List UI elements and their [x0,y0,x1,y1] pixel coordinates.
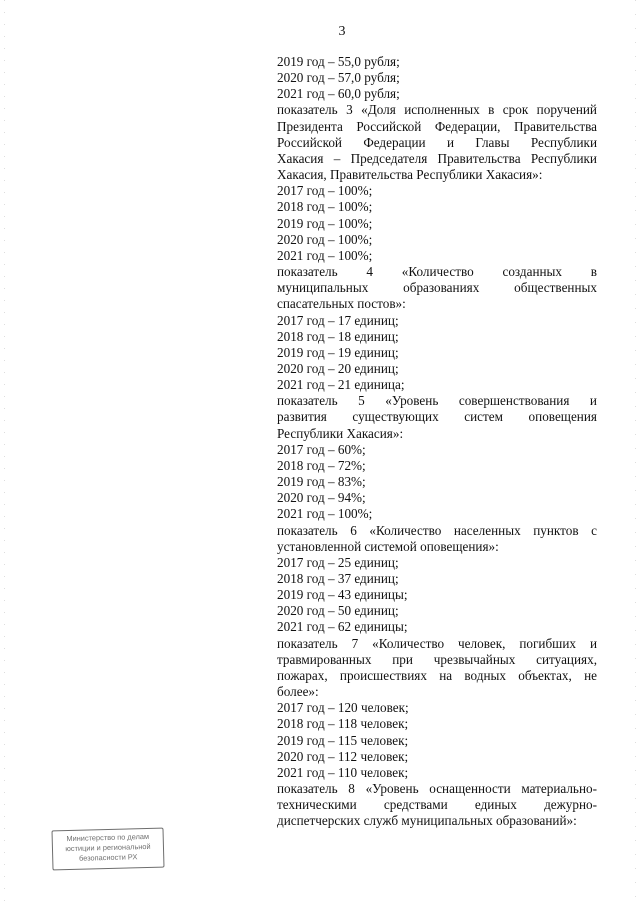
text-line: 2017 год – 100%; [277,183,373,199]
text-line: 2020 год – 112 человек; [277,748,409,764]
text-line: 2019 год – 83%; [277,474,366,490]
text-line: 2021 год – 60,0 рубля; [277,86,400,102]
text-line: 2018 год – 18 единиц; [277,328,399,344]
text-line: 2021 год – 100%; [277,506,373,522]
stamp-line: безопасности РХ [78,852,138,863]
text-line: пожарах, происшествиях на водных объектах, не [277,667,597,683]
text-line: 2018 год – 37 единиц; [277,571,399,586]
text-line: Российской Федерации и Главы Республики [277,134,597,150]
stamp-line: юстиции и региональной [65,841,151,854]
text-line: 2018 год – 72%; [277,457,366,473]
text-line: 2019 год – 55,0 рубля; [277,54,400,69]
text-line: Президента Российской Федерации, Правительства [277,118,597,134]
text-line: 2018 год – 118 человек; [277,716,409,732]
text-line: показатель 7 «Количество человек, погибших и [277,635,597,651]
text-line: более»: [277,684,319,700]
text-line: травмированных при чрезвычайных ситуациях, [277,651,597,667]
text-line: показатель 4 «Количество созданных в [277,264,597,280]
ministry-stamp [51,828,164,871]
text-line: показатель 5 «Уровень совершенствования и [277,393,597,409]
text-line: показатель 6 «Количество населенных пунктов с [277,522,597,538]
text-line: 2017 год – 17 единиц; [277,312,399,328]
text-line: 2020 год – 57,0 рубля; [277,70,400,86]
document-body [277,54,597,830]
text-line: 2017 год – 60%; [277,441,366,457]
text-line: 2021 год – 21 единица; [277,377,405,393]
text-line: Республики Хакасия»: [277,425,404,441]
text-line: 2019 год – 115 человек; [277,732,409,748]
text-line: 2020 год – 100%; [277,231,373,247]
text-line: спасательных постов»: [277,296,406,312]
page-number: 3 [338,24,346,39]
text-line: диспетчерских служб муниципальных образований»: [277,813,577,829]
scan-edge-right [635,0,636,905]
text-line: 2019 год – 43 единицы; [277,587,408,603]
text-line: 2021 год – 100%; [277,247,373,263]
text-line: муниципальных образованиях общественных [277,280,597,296]
text-line: 2017 год – 25 единиц; [277,554,399,570]
text-line: показатель 8 «Уровень оснащенности материально- [277,781,597,797]
text-line: 2020 год – 50 единиц; [277,603,399,619]
scan-edge-left [4,0,5,905]
text-line: 2020 год – 94%; [277,490,366,506]
text-line: 2021 год – 110 человек; [277,764,409,780]
text-line: техническими средствами единых дежурно- [277,797,597,813]
text-line: развития существующих систем оповещения [277,409,597,425]
text-line: 2020 год – 20 единиц; [277,360,399,376]
text-line: 2021 год – 62 единицы; [277,619,408,635]
text-line: 2018 год – 100%; [277,199,373,215]
text-line: установленной системой оповещения»: [277,538,499,554]
text-line: Хакасия, Правительства Республики Хакасия»: [277,167,543,183]
stamp-line: Министерство по делам [66,831,150,844]
text-line: 2019 год – 19 единиц; [277,344,399,360]
text-line: Хакасия – Председателя Правительства Республики [277,150,597,166]
text-line: показатель 3 «Доля исполненных в срок поручений [277,102,597,118]
text-line: 2019 год – 100%; [277,215,373,231]
text-line: 2017 год – 120 человек; [277,700,409,716]
